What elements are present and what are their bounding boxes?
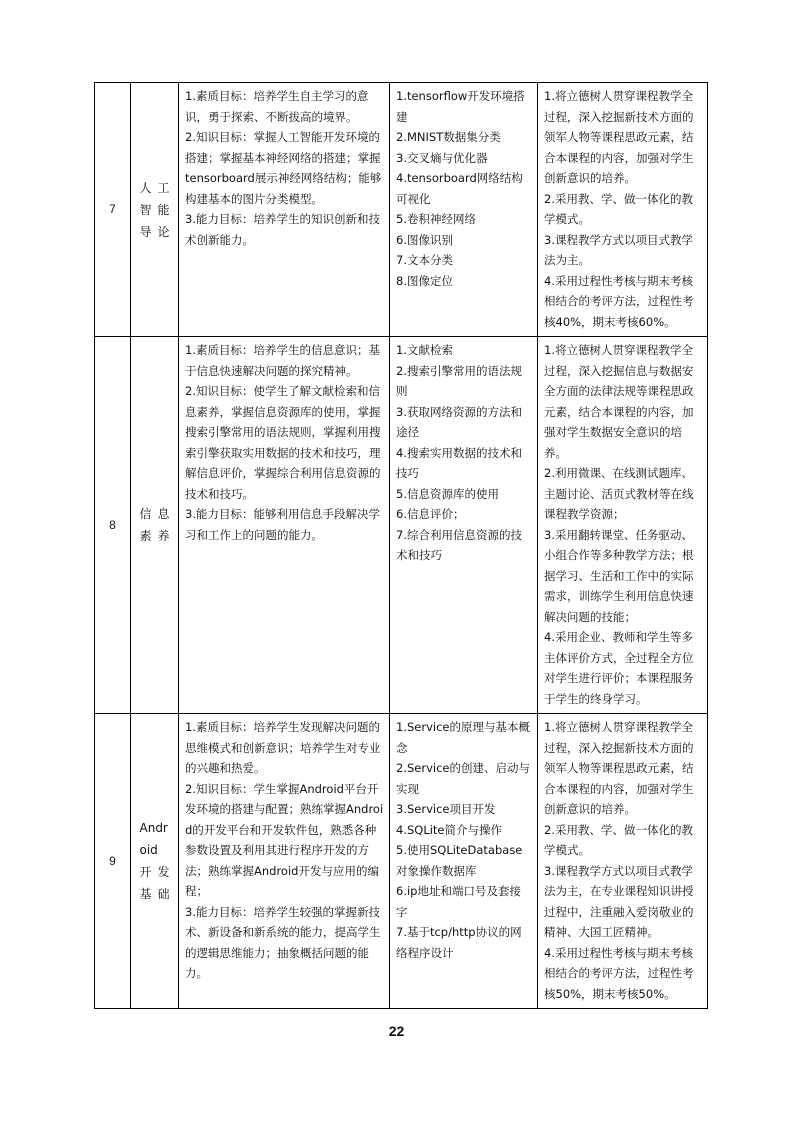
- requirement-item: 1.将立德树人贯穿课程教学全过程，深入挖掘新技术方面的领军人物等课程思政元素，结合本课程的内容，加强对学生创新意识的培养。: [544, 89, 694, 185]
- goal-item: 1.素质目标：培养学生自主学习的意识，勇于探索、不断拔高的境界。: [185, 89, 369, 124]
- table-row: [95, 714, 708, 1009]
- content-item: 7.文本分类: [396, 253, 453, 267]
- teaching-requirements: [538, 337, 708, 714]
- content-item: 2.Service的创建、启动与实现: [396, 761, 530, 796]
- course-name-text: Android开发基础: [139, 821, 170, 901]
- table-row: [95, 83, 708, 337]
- requirement-item: 1.将立德树人贯穿课程教学全过程，深入挖掘信息与数据安全方面的法律法规等课程思政元素，结合本课程的内容，加强对学生数据安全意识的培养。: [544, 343, 694, 460]
- goal-item: 3.能力目标：培养学生较强的掌握新技术、新设备和新系统的能力，提高学生的逻辑思维能力；抽象概括问题的能力。: [185, 904, 381, 980]
- content-item: 6.ip地址和端口号及套接字: [396, 884, 521, 919]
- goal-item: 3.能力目标：能够利用信息手段解决学习和工作上的问题的能力。: [185, 507, 380, 542]
- teaching-requirements: [538, 714, 708, 1009]
- requirement-item: 4.采用企业、教师和学生等多主体评价方式，全过程全方位对学生进行评价；本课程服务于学生的终身学习。: [544, 630, 694, 706]
- requirement-item: 3.课程教学方式以项目式教学法为主，在专业课程知识讲授过程中，注重融入爱岗敬业的精神、大国工匠精神。: [544, 863, 694, 939]
- content-item: 6.图像识别: [396, 232, 453, 247]
- goal-item: 1.素质目标：培养学生发现解决问题的思维模式和创新意识；培养学生对专业的兴趣和热爱。: [185, 720, 381, 775]
- goal-item: 3.能力目标：培养学生的知识创新和技术创新能力。: [185, 212, 380, 247]
- requirement-item: 4.采用过程性考核与期末考核相结合的考评方法，过程性考核50%，期末考核50%。: [544, 945, 694, 1001]
- content-item: 5.信息资源库的使用: [396, 486, 499, 501]
- content-item: 3.交叉熵与优化器: [396, 150, 488, 165]
- content-item: 4.SQLite简介与操作: [396, 822, 503, 837]
- requirement-item: 1.将立德树人贯穿课程教学全过程，深入挖掘新技术方面的领军人物等课程思政元素，结合本课程的内容，加强对学生创新意识的培养。: [544, 720, 694, 816]
- course-name-text: 人工智能导论: [139, 180, 170, 239]
- content-item: 5.卷积神经网络: [396, 212, 476, 226]
- goal-item: 2.知识目标：使学生了解文献检索和信息素养，掌握信息资源库的使用，掌握搜索引擎常用的语法规则，掌握利用搜索引擎获取实用数据的技术和技巧，理解信息评价，掌握综合利用信息资源的技术和技巧。: [185, 384, 381, 501]
- requirement-item: 2.采用教、学、做一体化的教学模式。: [544, 191, 693, 226]
- content-item: 1.tensorflow开发环境搭建: [396, 89, 525, 124]
- course-name: [131, 83, 179, 337]
- curriculum-table: [94, 82, 708, 1009]
- course-goals: [179, 714, 390, 1009]
- content-item: 7.基于tcp/http协议的网络程序设计: [396, 925, 522, 960]
- row-number: 8: [95, 337, 131, 714]
- course-name: [131, 714, 179, 1009]
- row-number: 9: [95, 714, 131, 1009]
- course-goals: [179, 337, 390, 714]
- course-name-text: 信息素养: [139, 507, 170, 543]
- requirement-item: 2.采用教、学、做一体化的教学模式。: [544, 822, 693, 857]
- content-item: 7.综合利用信息资源的技术和技巧: [396, 527, 522, 562]
- row-number: 7: [95, 83, 131, 337]
- goal-item: 2.知识目标：掌握人工智能开发环境的搭建；掌握基本神经网络的搭建；掌握tensorboard展示神经网络结构；能够构建基本的图片分类模型。: [185, 130, 382, 206]
- content-item: 4.tensorboard网络结构可视化: [396, 171, 523, 206]
- requirement-item: 2.利用微课、在线测试题库、主题讨论、活页式教材等在线课程教学资源；: [544, 466, 694, 521]
- course-contents: [390, 714, 538, 1009]
- content-item: 4.搜索实用数据的技术和技巧: [396, 445, 522, 480]
- content-item: 3.Service项目开发: [396, 802, 496, 816]
- content-item: 1.Service的原理与基本概念: [396, 720, 530, 755]
- course-goals: [179, 83, 390, 337]
- content-item: 2.MNIST数据集分类: [396, 130, 501, 144]
- course-name: [131, 337, 179, 714]
- goal-item: 2.知识目标：学生掌握Android平台开发环境的搭建与配置；熟练掌握Android的开发平台和开发软件包，熟悉各种参数设置及利用其进行程序开发的方法；熟练掌握Android开发与应用的编程；: [185, 781, 384, 898]
- content-item: 3.获取网络资源的方法和途径: [396, 404, 522, 439]
- content-item: 1.文献检索: [396, 343, 453, 357]
- teaching-requirements: [538, 83, 708, 337]
- requirement-item: 3.课程教学方式以项目式教学法为主。: [544, 232, 693, 267]
- goal-item: 1.素质目标：培养学生的信息意识；基于信息快速解决问题的探究精神。: [185, 343, 380, 378]
- course-contents: [390, 83, 538, 337]
- requirement-item: 4.采用过程性考核与期末考核相结合的考评方法，过程性考核40%，期末考核60%。: [544, 273, 694, 329]
- content-item: 8.图像定位: [396, 273, 453, 288]
- table-row: [95, 337, 708, 714]
- content-item: 5.使用SQLiteDatabase对象操作数据库: [396, 843, 523, 878]
- requirement-item: 3.采用翻转课堂、任务驱动、小组合作等多种教学方法；根据学习、生活和工作中的实际需求，训练学生利用信息快速解决问题的技能；: [544, 527, 694, 624]
- page-number: 22: [388, 1023, 405, 1039]
- course-contents: [390, 337, 538, 714]
- content-item: 2.搜索引擎常用的语法规则: [396, 363, 522, 398]
- content-item: 6.信息评价；: [396, 507, 465, 521]
